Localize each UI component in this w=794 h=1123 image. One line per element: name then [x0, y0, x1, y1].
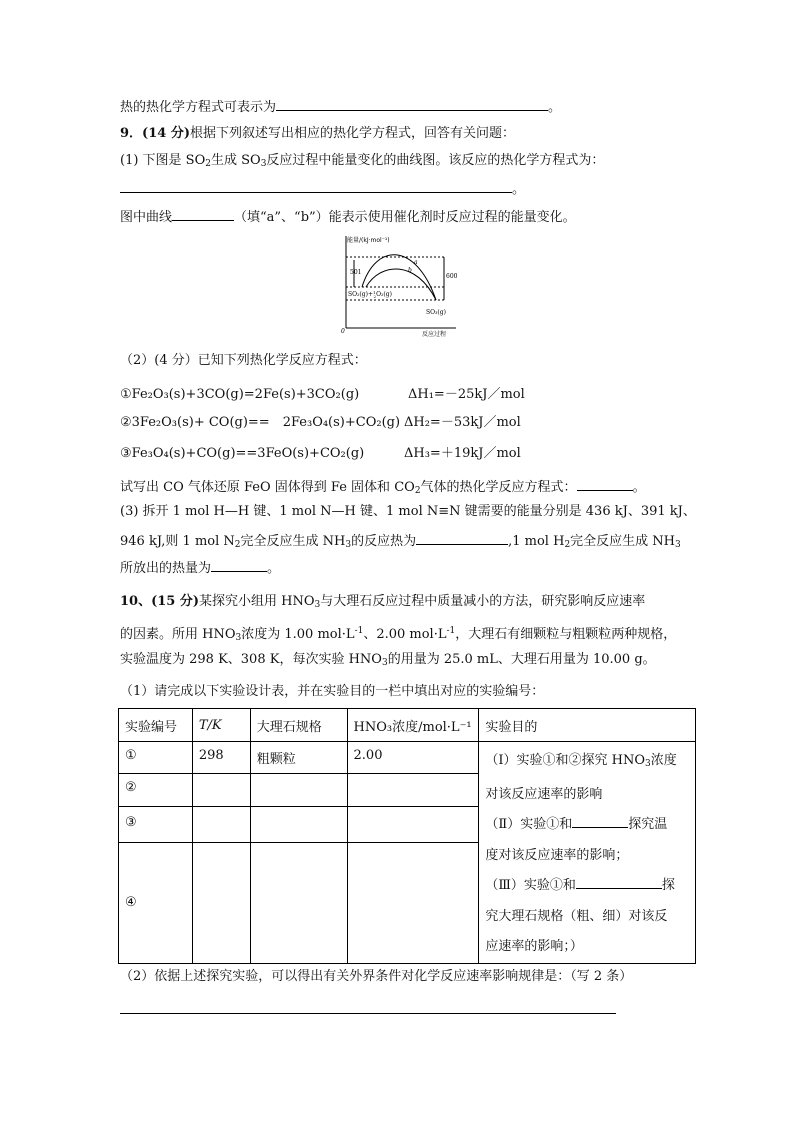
- table-row: [119, 742, 696, 774]
- energy-diagram: [336, 232, 476, 340]
- equation-1: ①Fe₂O₃(s)+3CO(g)=2Fe(s)+3CO₂(g): [120, 387, 360, 402]
- equation-1-dh: ΔH₁=－25kJ／mol: [408, 387, 525, 402]
- purpose-iii: （Ⅲ）实验①和 探: [485, 871, 689, 902]
- answer-blank[interactable]: [211, 557, 267, 572]
- q9-part3-line3: 所放出的热量为 。: [120, 557, 280, 578]
- purpose-iii-end: 应速率的影响；）: [485, 939, 583, 954]
- product-label: SO₃(g): [426, 309, 446, 316]
- answer-blank[interactable]: [120, 999, 616, 1014]
- header-temperature: T/K: [192, 709, 250, 742]
- answer-blank[interactable]: [276, 96, 548, 111]
- answer-blank[interactable]: [172, 206, 234, 221]
- cell-marble-size[interactable]: [250, 774, 347, 807]
- cell-exp-no: ①: [119, 742, 193, 774]
- equation-2-dh: ΔH₂=－53kJ／mol: [404, 415, 521, 430]
- q9-part1: (1) 下图是 $SO_2$生成 $SO_3$反应过程中能量变化的曲线图。该反应的热化学方程式为：: [120, 153, 605, 169]
- q9-part2-intro: （2）(4 分）已知下列热化学反应方程式：: [120, 353, 367, 368]
- purpose-iii-cont: 究大理石规格（粗、细）对该反: [485, 908, 668, 924]
- cell-hno3-conc[interactable]: [347, 774, 479, 807]
- q9-part1-answer-line: 。: [120, 178, 525, 199]
- q9-stem: 根据下列叙述写出相应的热化学方程式，回答有关问题：: [189, 126, 515, 141]
- y-axis-label: 能量/(kJ·mol⁻¹): [347, 237, 390, 244]
- label-600: 600: [446, 273, 458, 280]
- cell-marble-size[interactable]: [250, 807, 347, 843]
- answer-blank[interactable]: [416, 530, 508, 545]
- header-hno3-conc: HNO₃浓度/mol·L⁻¹: [347, 709, 479, 742]
- answer-blank[interactable]: [572, 813, 628, 828]
- q9-number: 9．(14 分): [120, 126, 190, 141]
- answer-blank[interactable]: [120, 178, 512, 193]
- q10-sub2-answer-line: [120, 999, 616, 1020]
- header-marble-size: 大理石规格: [250, 709, 347, 742]
- purpose-i: （Ⅰ）实验①和②探究 $HNO_3$浓度: [485, 753, 677, 769]
- q9-part2-question: 试写出 CO 气体还原 FeO 固体得到 Fe 固体和 $CO_2$气体的热化学反应方程式： 。: [120, 476, 646, 500]
- cell-purpose: [479, 742, 696, 964]
- q10-sub2: （2）依据上述探究实验，可以得出有关外界条件对化学反应速率影响规律是：（写 2 条）: [120, 969, 633, 984]
- purpose-ii-cont: 度对该反应速率的影响；: [485, 847, 629, 863]
- reactants-label: SO₂(g)+$^1$ 2O₂(g): [348, 290, 392, 299]
- cell-hno3-conc[interactable]: [347, 843, 479, 963]
- cell-temperature[interactable]: [192, 807, 250, 843]
- cell-exp-no: ④: [119, 843, 193, 963]
- cell-marble-size: 粗颗粒: [250, 742, 347, 774]
- header-purpose: 实验目的: [479, 709, 696, 742]
- header-exp-no: 实验编号: [119, 709, 193, 742]
- cell-hno3-conc: 2.00: [347, 742, 479, 774]
- equation-2: ②3Fe₂O₃(s)+ CO(g)== 2Fe₃O₄(s)+CO₂(g): [120, 415, 401, 430]
- cell-temperature[interactable]: [192, 843, 250, 963]
- curve-a-label: a: [414, 259, 418, 266]
- purpose-ii: （Ⅱ）实验①和 探究温: [485, 810, 689, 841]
- q10-number: 10、(15 分): [120, 594, 200, 609]
- equation-3: ③Fe₃O₄(s)+CO(g)==3FeO(s)+CO₂(g): [120, 446, 365, 461]
- equation-3-dh: ΔH₃=＋19kJ／mol: [404, 446, 521, 461]
- cell-hno3-conc[interactable]: [347, 807, 479, 843]
- experiment-table: [118, 708, 696, 964]
- label-501: 501: [350, 269, 362, 276]
- x-axis-label: 反应过程: [422, 331, 447, 338]
- curve-b-label: b: [408, 267, 412, 274]
- q10-sub1: （1）请完成以下实验设计表，并在实验目的一栏中填出对应的实验编号：: [120, 684, 545, 699]
- q9-part3-line1: (3) 拆开 1 mol H—H 键、1 mol N—H 键、1 mol N≡N 键需要的能量分别是 436 kJ、391 kJ、: [120, 504, 696, 519]
- q9-part3-line2: 946 kJ,则 1 mol $N_2$完全反应生成 $NH_3$的反应热为 ,1 mol $H_2$完全反应生成 $NH_3$: [120, 530, 681, 554]
- origin-label: 0: [341, 328, 345, 335]
- cell-exp-no: ③: [119, 807, 193, 843]
- prev-question-line: 热的热化学方程式可表示为 。: [120, 96, 561, 117]
- table-header-row: [119, 709, 696, 742]
- answer-blank[interactable]: [577, 476, 633, 491]
- cell-exp-no: ②: [119, 774, 193, 807]
- cell-temperature: 298: [192, 742, 250, 774]
- answer-blank[interactable]: [576, 874, 662, 889]
- q10-line1: 10、(15 分)某探究小组用 $HNO_3$与大理石反应过程中质量减小的方法，研究影响反应速率: [120, 594, 646, 610]
- q9-heading: [120, 125, 515, 143]
- q10-line3: 实验温度为 298 K、308 K，每次实验 $HNO_3$的用量为 25.0 mL、大理石用量为 10.00 g。: [120, 652, 656, 668]
- q10-line2: 的因素。所用 $HNO_3$浓度为 1.00 $mol\cdot L^{-1}$、2.00 $mol\cdot L^{-1}$，大理石有细颗粒与粗颗粒两种规格，: [120, 626, 677, 643]
- cell-temperature[interactable]: [192, 774, 250, 807]
- purpose-i-cont: 对该反应速率的影响: [485, 786, 603, 802]
- q9-curve-question: 图中曲线 （填“a”、“b”）能表示使用催化剂时反应过程的能量变化。: [120, 206, 576, 227]
- cell-marble-size[interactable]: [250, 843, 347, 963]
